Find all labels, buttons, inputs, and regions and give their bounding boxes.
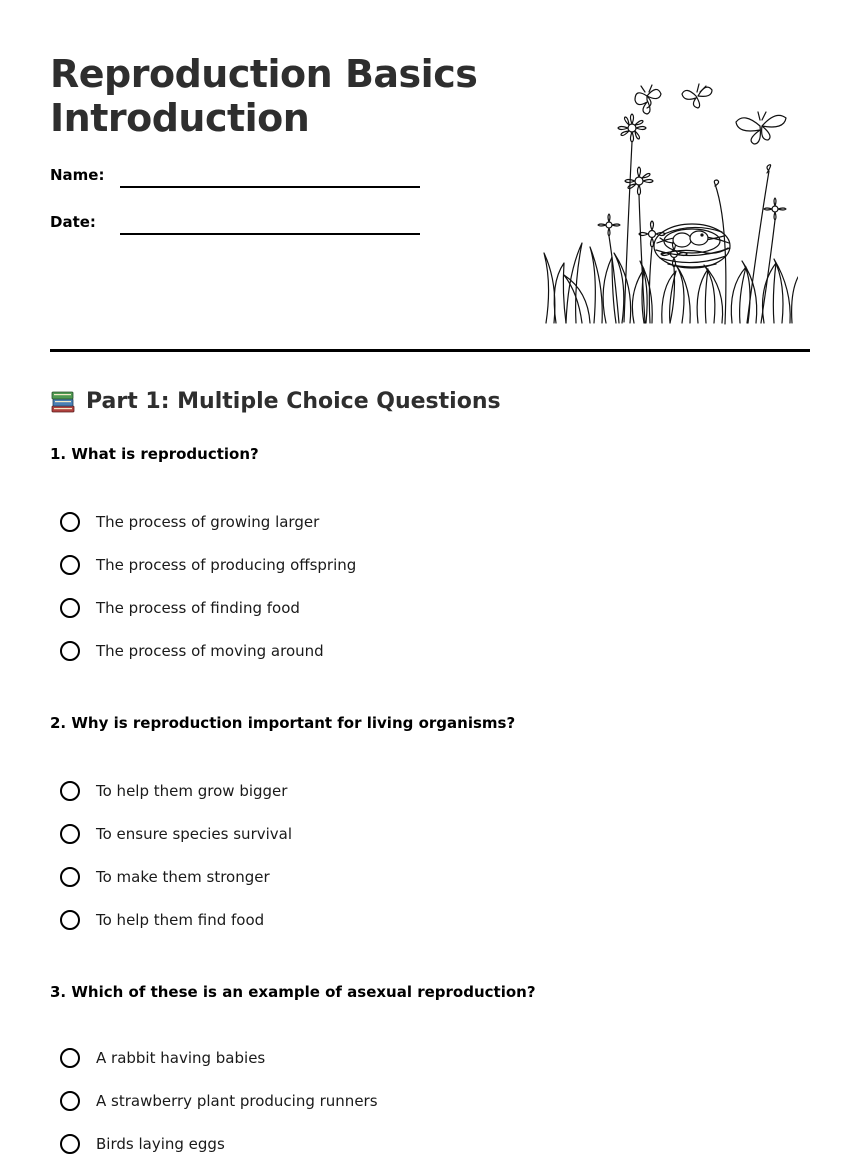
radio-button[interactable] bbox=[60, 910, 80, 930]
date-write-line[interactable] bbox=[120, 233, 420, 235]
answer-option[interactable] bbox=[60, 898, 292, 941]
worksheet-title bbox=[50, 52, 477, 140]
answer-option[interactable] bbox=[60, 629, 356, 672]
answer-option-label: To make them stronger bbox=[96, 867, 270, 886]
name-field-row bbox=[50, 164, 422, 188]
date-field-row bbox=[50, 211, 422, 235]
butterfly-icon bbox=[635, 85, 661, 114]
answer-option-label: To help them grow bigger bbox=[96, 781, 288, 800]
radio-button[interactable] bbox=[60, 1091, 80, 1111]
answer-option[interactable] bbox=[60, 1122, 378, 1165]
section-title bbox=[50, 388, 501, 414]
answer-option[interactable] bbox=[60, 1079, 378, 1122]
answer-option[interactable] bbox=[60, 769, 292, 812]
answer-option[interactable] bbox=[60, 812, 292, 855]
radio-button[interactable] bbox=[60, 641, 80, 661]
radio-button[interactable] bbox=[60, 512, 80, 532]
question-text: 3. Which of these is an example of asexual reproduction? bbox=[50, 983, 536, 1001]
radio-button[interactable] bbox=[60, 1134, 80, 1154]
question-text: 2. Why is reproduction important for living organisms? bbox=[50, 714, 516, 732]
answer-option-label: A rabbit having babies bbox=[96, 1048, 266, 1067]
answer-options bbox=[60, 500, 356, 672]
answer-option-label: The process of finding food bbox=[96, 598, 300, 617]
butterfly-icon bbox=[736, 112, 786, 144]
answer-option-label: A strawberry plant producing runners bbox=[96, 1091, 378, 1110]
radio-button[interactable] bbox=[60, 781, 80, 801]
section-title-text: Part 1: Multiple Choice Questions bbox=[86, 388, 501, 414]
nest-flowers-butterflies-illustration bbox=[542, 78, 798, 328]
books-icon bbox=[50, 388, 76, 414]
worksheet-header bbox=[50, 0, 810, 352]
question-text: 1. What is reproduction? bbox=[50, 445, 259, 463]
question-2 bbox=[50, 713, 810, 929]
question-3 bbox=[50, 982, 810, 1153]
title-line-1: Reproduction Basics bbox=[50, 52, 478, 96]
nest-icon bbox=[654, 224, 730, 268]
answer-option[interactable] bbox=[60, 1036, 378, 1079]
date-label: Date: bbox=[50, 213, 96, 231]
header-divider bbox=[50, 349, 810, 352]
radio-button[interactable] bbox=[60, 824, 80, 844]
butterfly-icon bbox=[682, 84, 712, 108]
flower-icon bbox=[598, 214, 620, 323]
radio-button[interactable] bbox=[60, 1048, 80, 1068]
answer-option[interactable] bbox=[60, 500, 356, 543]
name-label: Name: bbox=[50, 166, 105, 184]
radio-button[interactable] bbox=[60, 867, 80, 887]
answer-option-label: The process of moving around bbox=[96, 641, 324, 660]
answer-options bbox=[60, 1036, 378, 1165]
answer-option-label: The process of growing larger bbox=[96, 512, 320, 531]
answer-option[interactable] bbox=[60, 543, 356, 586]
answer-option[interactable] bbox=[60, 855, 292, 898]
answer-option-label: The process of producing offspring bbox=[96, 555, 357, 574]
radio-button[interactable] bbox=[60, 555, 80, 575]
answer-option-label: Birds laying eggs bbox=[96, 1134, 225, 1153]
answer-option[interactable] bbox=[60, 586, 356, 629]
radio-button[interactable] bbox=[60, 598, 80, 618]
title-line-2: Introduction bbox=[50, 96, 310, 140]
question-1 bbox=[50, 444, 810, 660]
answer-options bbox=[60, 769, 292, 941]
answer-option-label: To ensure species survival bbox=[96, 824, 293, 843]
answer-option-label: To help them find food bbox=[96, 910, 265, 929]
name-write-line[interactable] bbox=[120, 186, 420, 188]
worksheet-page bbox=[50, 0, 810, 1161]
